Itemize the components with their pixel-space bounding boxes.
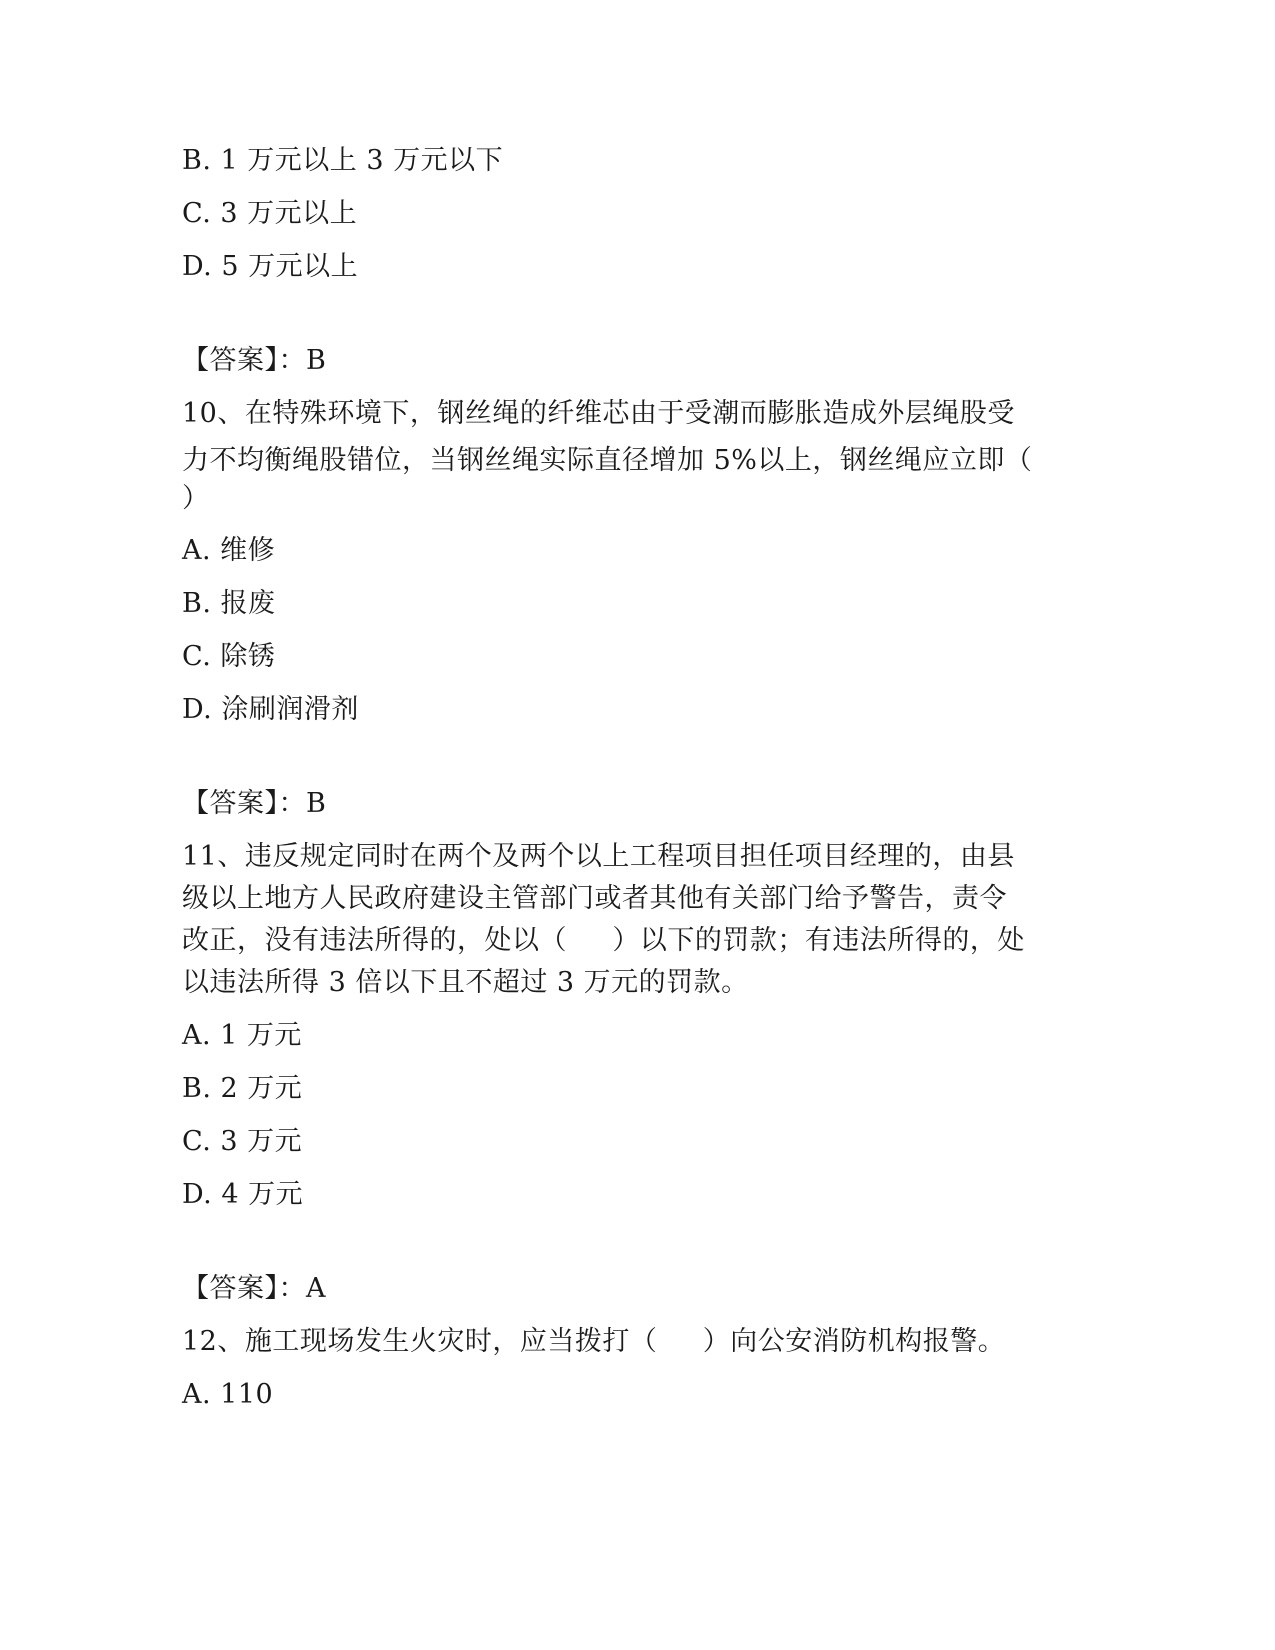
- option-c-prev: C. 3 万元以上: [182, 198, 358, 229]
- option-b-prev: B. 1 万元以上 3 万元以下: [182, 145, 504, 176]
- question-11-line-4: 以违法所得 3 倍以下且不超过 3 万元的罚款。: [182, 967, 749, 998]
- question-10-option-a: A. 维修: [182, 535, 276, 566]
- question-10-option-b: B. 报废: [182, 588, 276, 619]
- question-10-line-2: 力不均衡绳股错位，当钢丝绳实际直径增加 5%以上，钢丝绳应立即（: [182, 445, 1033, 476]
- answer-9: 【答案】：B: [182, 345, 327, 376]
- question-11-line-1: 11、违反规定同时在两个及两个以上工程项目担任项目经理的，由县: [182, 841, 1015, 872]
- question-11-line-3: 改正，没有违法所得的，处以（ ）以下的罚款；有违法所得的，处: [182, 925, 1025, 956]
- question-10-option-c: C. 除锈: [182, 641, 276, 672]
- question-10-line-1: 10、在特殊环境下，钢丝绳的纤维芯由于受潮而膨胀造成外层绳股受: [182, 398, 1015, 429]
- question-10-line-3: ）: [182, 483, 210, 514]
- question-11-line-2: 级以上地方人民政府建设主管部门或者其他有关部门给予警告，责令: [182, 883, 1007, 914]
- question-11-option-d: D. 4 万元: [182, 1179, 304, 1210]
- question-11-option-a: A. 1 万元: [182, 1020, 302, 1051]
- question-12-line-1: 12、施工现场发生火灾时，应当拨打（ ）向公安消防机构报警。: [182, 1326, 1006, 1357]
- question-10-option-d: D. 涂刷润滑剂: [182, 694, 359, 725]
- option-d-prev: D. 5 万元以上: [182, 251, 359, 282]
- question-11-option-c: C. 3 万元: [182, 1126, 303, 1157]
- answer-10: 【答案】：B: [182, 788, 327, 819]
- question-12-option-a: A. 110: [182, 1379, 274, 1410]
- question-11-option-b: B. 2 万元: [182, 1073, 303, 1104]
- answer-11: 【答案】：A: [182, 1273, 326, 1304]
